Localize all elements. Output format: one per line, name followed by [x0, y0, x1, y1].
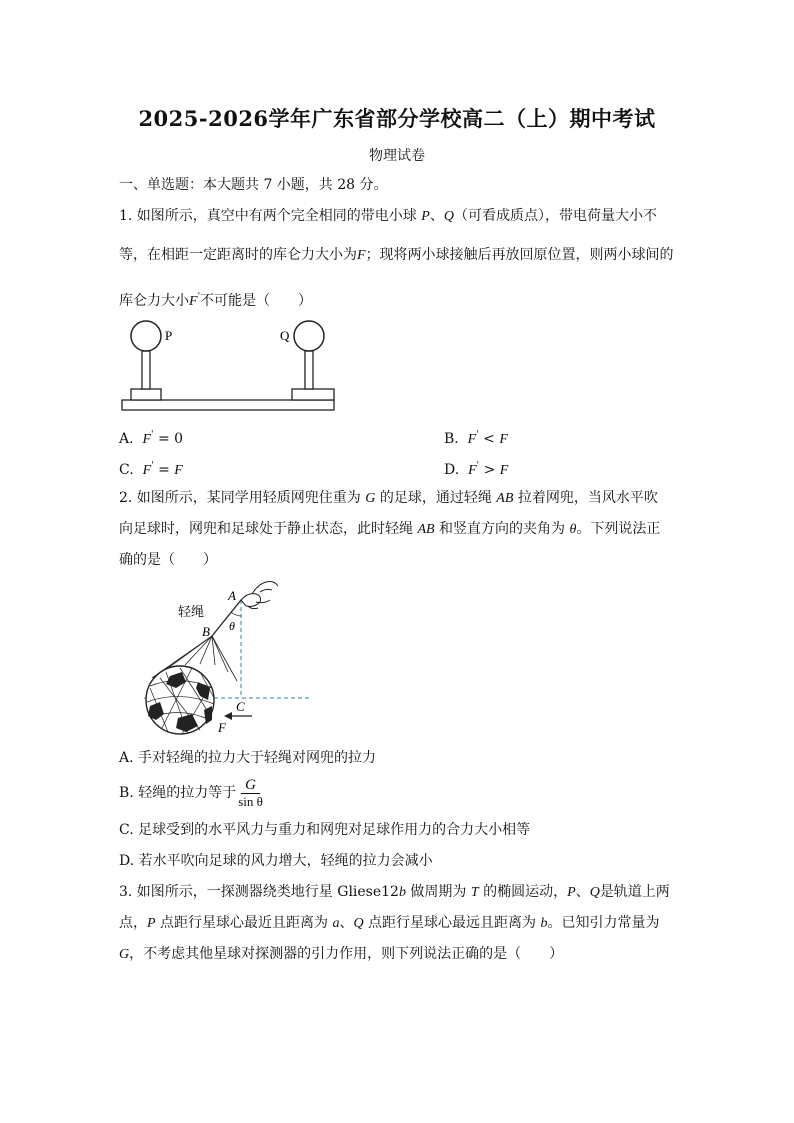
rope-ab: [212, 600, 241, 636]
base-plate: [122, 400, 334, 410]
q2-option-a[interactable]: A. 手对轻绳的拉力大于轻绳对网兜的拉力: [119, 750, 377, 766]
q1-option-b[interactable]: B. F' < F: [444, 430, 508, 447]
q1-line-3: 库仑力大小F'不可能是（ ）: [119, 292, 313, 309]
sphere-p: [131, 321, 161, 351]
soccer-net-figure: [140, 578, 315, 738]
left-stand-foot: [131, 389, 161, 400]
hand-sketch: [241, 582, 278, 609]
q2-option-d[interactable]: D. 若水平吹向足球的风力增大，轻绳的拉力会减小: [119, 853, 433, 869]
label-f: F: [218, 720, 226, 735]
q3-line-1: 3. 如图所示，一探测器绕类地行星 Gliese12b 做周期为 T 的椭圆运动，P、Q是轨道上两: [119, 884, 670, 900]
fraction-g-over-sin-theta: $\frac{G}{\text{sin θ}}$: [238, 776, 263, 809]
label-b: B: [202, 624, 210, 639]
right-stand-rod: [305, 351, 313, 389]
symbol-f: F: [357, 248, 366, 263]
label-rope: 轻绳: [178, 604, 205, 619]
page-title: 2025-2026学年广东省部分学校高二（上）期中考试: [138, 106, 656, 131]
label-q: Q: [280, 328, 290, 343]
q1-option-d[interactable]: D. F' > F: [444, 461, 509, 478]
page-subtitle: 物理试卷: [369, 148, 425, 164]
right-stand-foot: [292, 389, 334, 400]
label-a: A: [228, 588, 236, 603]
q2-option-c[interactable]: C. 足球受到的水平风力与重力和网兜对足球作用力的合力大小相等: [119, 822, 531, 838]
q1-line-2: 等，在相距一定距离时的库仑力大小为F；现将两小球接触后再放回原位置，则两小球间的: [119, 247, 674, 263]
q1-option-a[interactable]: A. F' = 0: [119, 430, 184, 447]
charged-spheres-figure: [118, 318, 340, 413]
label-p: P: [165, 328, 173, 343]
label-theta: θ: [229, 619, 235, 633]
wind-arrow-head: [224, 712, 232, 720]
sphere-q: [294, 321, 324, 351]
q3-line-3: G，不考虑其他星球对探测器的引力作用，则下列说法正确的是（ ）: [119, 946, 564, 962]
section-heading: 一、单选题：本大题共 7 小题，共 28 分。: [119, 177, 388, 193]
q2-option-b[interactable]: B. 轻绳的拉力等于 $\frac{G}{\text{sin θ}}$: [119, 776, 263, 809]
q3-line-2: 点，P 点距行星球心最近且距离为 a、Q 点距行星球心最远且距离为 b。已知引力常量为: [119, 915, 660, 931]
q2-line-2: 向足球时，网兜和足球处于静止状态，此时轻绳 AB 和竖直方向的夹角为 θ。下列说法正: [119, 521, 661, 537]
q2-line-3: 确的是（ ）: [119, 552, 217, 568]
q1-option-c[interactable]: C. F' = F: [119, 461, 183, 478]
theta-arc: [231, 612, 241, 616]
q2-line-1: 2. 如图所示，某同学用轻质网兜住重为 G 的足球，通过轻绳 AB 拉着网兜，当风水平吹: [119, 490, 658, 506]
label-c: C: [236, 699, 245, 714]
left-stand-rod: [142, 351, 150, 389]
q1-line-1: 1. 如图所示，真空中有两个完全相同的带电小球 P、Q（可看成质点），带电荷量大小不: [119, 208, 657, 224]
